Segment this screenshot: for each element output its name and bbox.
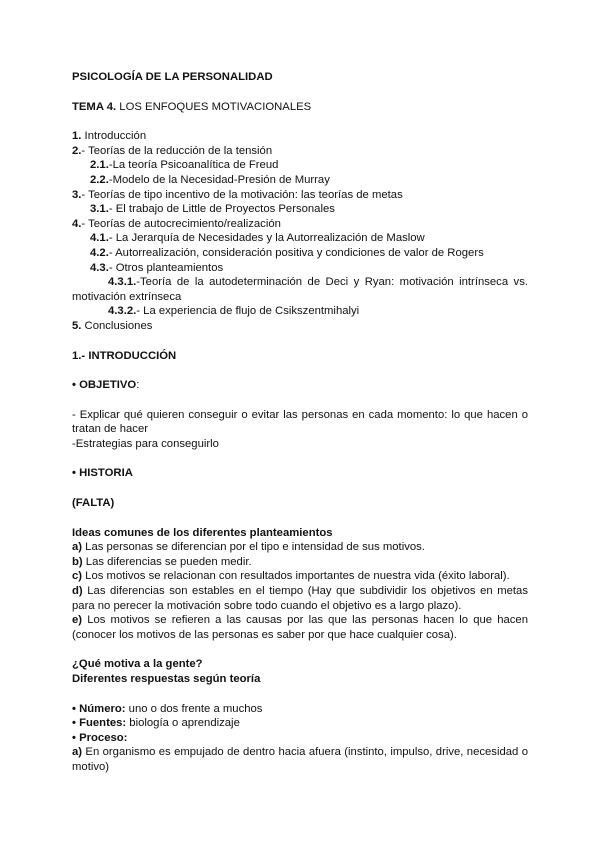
objetivo-line: -Estrategias para conseguirlo	[72, 437, 219, 450]
toc-item	[72, 319, 528, 334]
toc-item-text: - El trabajo de Little de Proyectos Personales	[108, 203, 335, 216]
toc-item-text: - Teorías de tipo incentivo de la motivación: las teorías de metas	[81, 188, 403, 201]
objetivo-colon: :	[136, 379, 140, 392]
toc-item-number: 5.	[72, 319, 82, 332]
objetivo-heading	[72, 378, 528, 393]
toc-item-number: 4.3.	[90, 261, 109, 274]
toc-item	[72, 231, 528, 246]
list-item-text: Las personas se diferencian por el tipo e intensidad de sus motivos.	[82, 541, 425, 554]
document-content	[72, 70, 528, 775]
tema-heading	[72, 100, 528, 115]
toc-item	[72, 217, 528, 232]
list-item-text: En organismo es empujado de dentro hacia afuera (instinto, impulso, drive, necesidad o motivo)	[72, 746, 528, 773]
motiva-heading: ¿Qué motiva a la gente?	[72, 658, 203, 671]
criterio-label: • Proceso:	[72, 731, 128, 744]
motiva-subheading: Diferentes respuestas según teoría	[72, 673, 261, 685]
list-item-letter: a)	[72, 541, 83, 554]
list-item-text: Los motivos se relacionan con resultados importantes de nuestra vida (éxito laboral).	[82, 570, 510, 583]
toc-item	[72, 304, 528, 319]
list-item-text: Las diferencias se pueden medir.	[82, 555, 252, 568]
criterios-section	[72, 702, 528, 775]
toc-item	[72, 173, 528, 188]
list-item	[72, 540, 528, 555]
toc-item-text: - La experiencia de flujo de Csikszentmihalyi	[136, 305, 360, 318]
toc-item	[72, 129, 528, 144]
list-item	[72, 584, 528, 613]
objetivo-body	[72, 408, 528, 452]
toc-item-text: - La Jerarquía de Necesidades y la Autorrealización de Maslow	[108, 232, 425, 245]
section-heading-introduccion: 1.- INTRODUCCIÓN	[72, 349, 177, 362]
toc-item-text: - Teorías de la reducción de la tensión	[81, 144, 273, 157]
criterio-label: • Fuentes:	[72, 717, 127, 730]
toc-item-number: 2.2.	[90, 173, 109, 186]
list-item-letter: e)	[72, 614, 83, 627]
toc-item-number: 4.2.	[90, 246, 109, 259]
motiva-section	[72, 657, 528, 686]
criterio-numero	[72, 702, 528, 717]
document-title: PSICOLOGÍA DE LA PERSONALIDAD	[72, 71, 273, 83]
toc-item	[72, 275, 528, 304]
toc-item-number: 4.3.1.	[108, 276, 137, 289]
toc-item-text: -La teoría Psicoanalítica de Freud	[108, 159, 279, 172]
list-item	[72, 569, 528, 584]
toc-item-number: 4.	[72, 217, 82, 230]
ideas-section	[72, 526, 528, 643]
toc-item-number: 4.1.	[90, 232, 109, 245]
toc-item-text: -Modelo de la Necesidad-Presión de Murray	[108, 173, 330, 186]
criterio-proceso-a	[72, 745, 528, 774]
toc-item-text: Conclusiones	[81, 319, 153, 332]
list-item-letter: b)	[72, 555, 83, 568]
toc-item-number: 3.	[72, 188, 82, 201]
tema-text: LOS ENFOQUES MOTIVACIONALES	[116, 100, 312, 113]
toc-item	[72, 246, 528, 261]
objetivo-label: • OBJETIVO	[72, 379, 137, 392]
criterio-text: biología o aprendizaje	[126, 717, 240, 730]
list-item-letter: c)	[72, 570, 83, 583]
falta-note: (FALTA)	[72, 497, 115, 510]
toc-item	[72, 202, 528, 217]
list-item-text: Los motivos se refieren a las causas por las que las personas hacen lo que hacen (conocer los motivos de las personas es saber por que hace cualquier cosa).	[72, 614, 528, 641]
toc-item-number: 2.	[72, 144, 82, 157]
toc-item-number: 1.	[72, 130, 82, 143]
toc-item-number: 2.1.	[90, 159, 109, 172]
ideas-heading: Ideas comunes de los diferentes planteamientos	[72, 526, 333, 539]
list-item	[72, 613, 528, 642]
toc-item	[72, 261, 528, 276]
toc-item-text: - Autorrealización, consideración positiva y condiciones de valor de Rogers	[108, 246, 484, 259]
list-item-text: Las diferencias son estables en el tiempo (Hay que subdividir los objetivos en metas para no perecer la motivación sobre todo cuando el objetivo es a largo plazo).	[72, 585, 528, 612]
toc-item-number: 3.1.	[90, 203, 109, 216]
toc-item-text: -Teoría de la autodeterminación de Deci y Ryan: motivación intrínseca vs. motivación extrínseca	[72, 276, 528, 303]
historia-heading: • HISTORIA	[72, 467, 133, 480]
toc-item-text: - Teorías de autocrecimiento/realización	[81, 217, 281, 230]
toc-item	[72, 158, 528, 173]
toc-item-text: - Otros planteamientos	[108, 261, 224, 274]
criterio-label: • Número:	[72, 702, 126, 715]
criterio-text: uno o dos frente a muchos	[125, 702, 263, 715]
toc-item	[72, 144, 528, 159]
tema-label: TEMA 4.	[72, 100, 117, 113]
criterio-fuentes	[72, 716, 528, 731]
list-item-letter: a)	[72, 746, 83, 759]
criterio-proceso	[72, 731, 528, 746]
list-item	[72, 555, 528, 570]
table-of-contents	[72, 129, 528, 333]
list-item-letter: d)	[72, 585, 83, 598]
toc-item-number: 4.3.2.	[108, 305, 137, 318]
toc-item-text: Introducción	[81, 130, 147, 143]
objetivo-line: - Explicar qué quieren conseguir o evitar las personas en cada momento: lo que hacen o tratan de hacer	[72, 408, 528, 436]
toc-item	[72, 188, 528, 203]
